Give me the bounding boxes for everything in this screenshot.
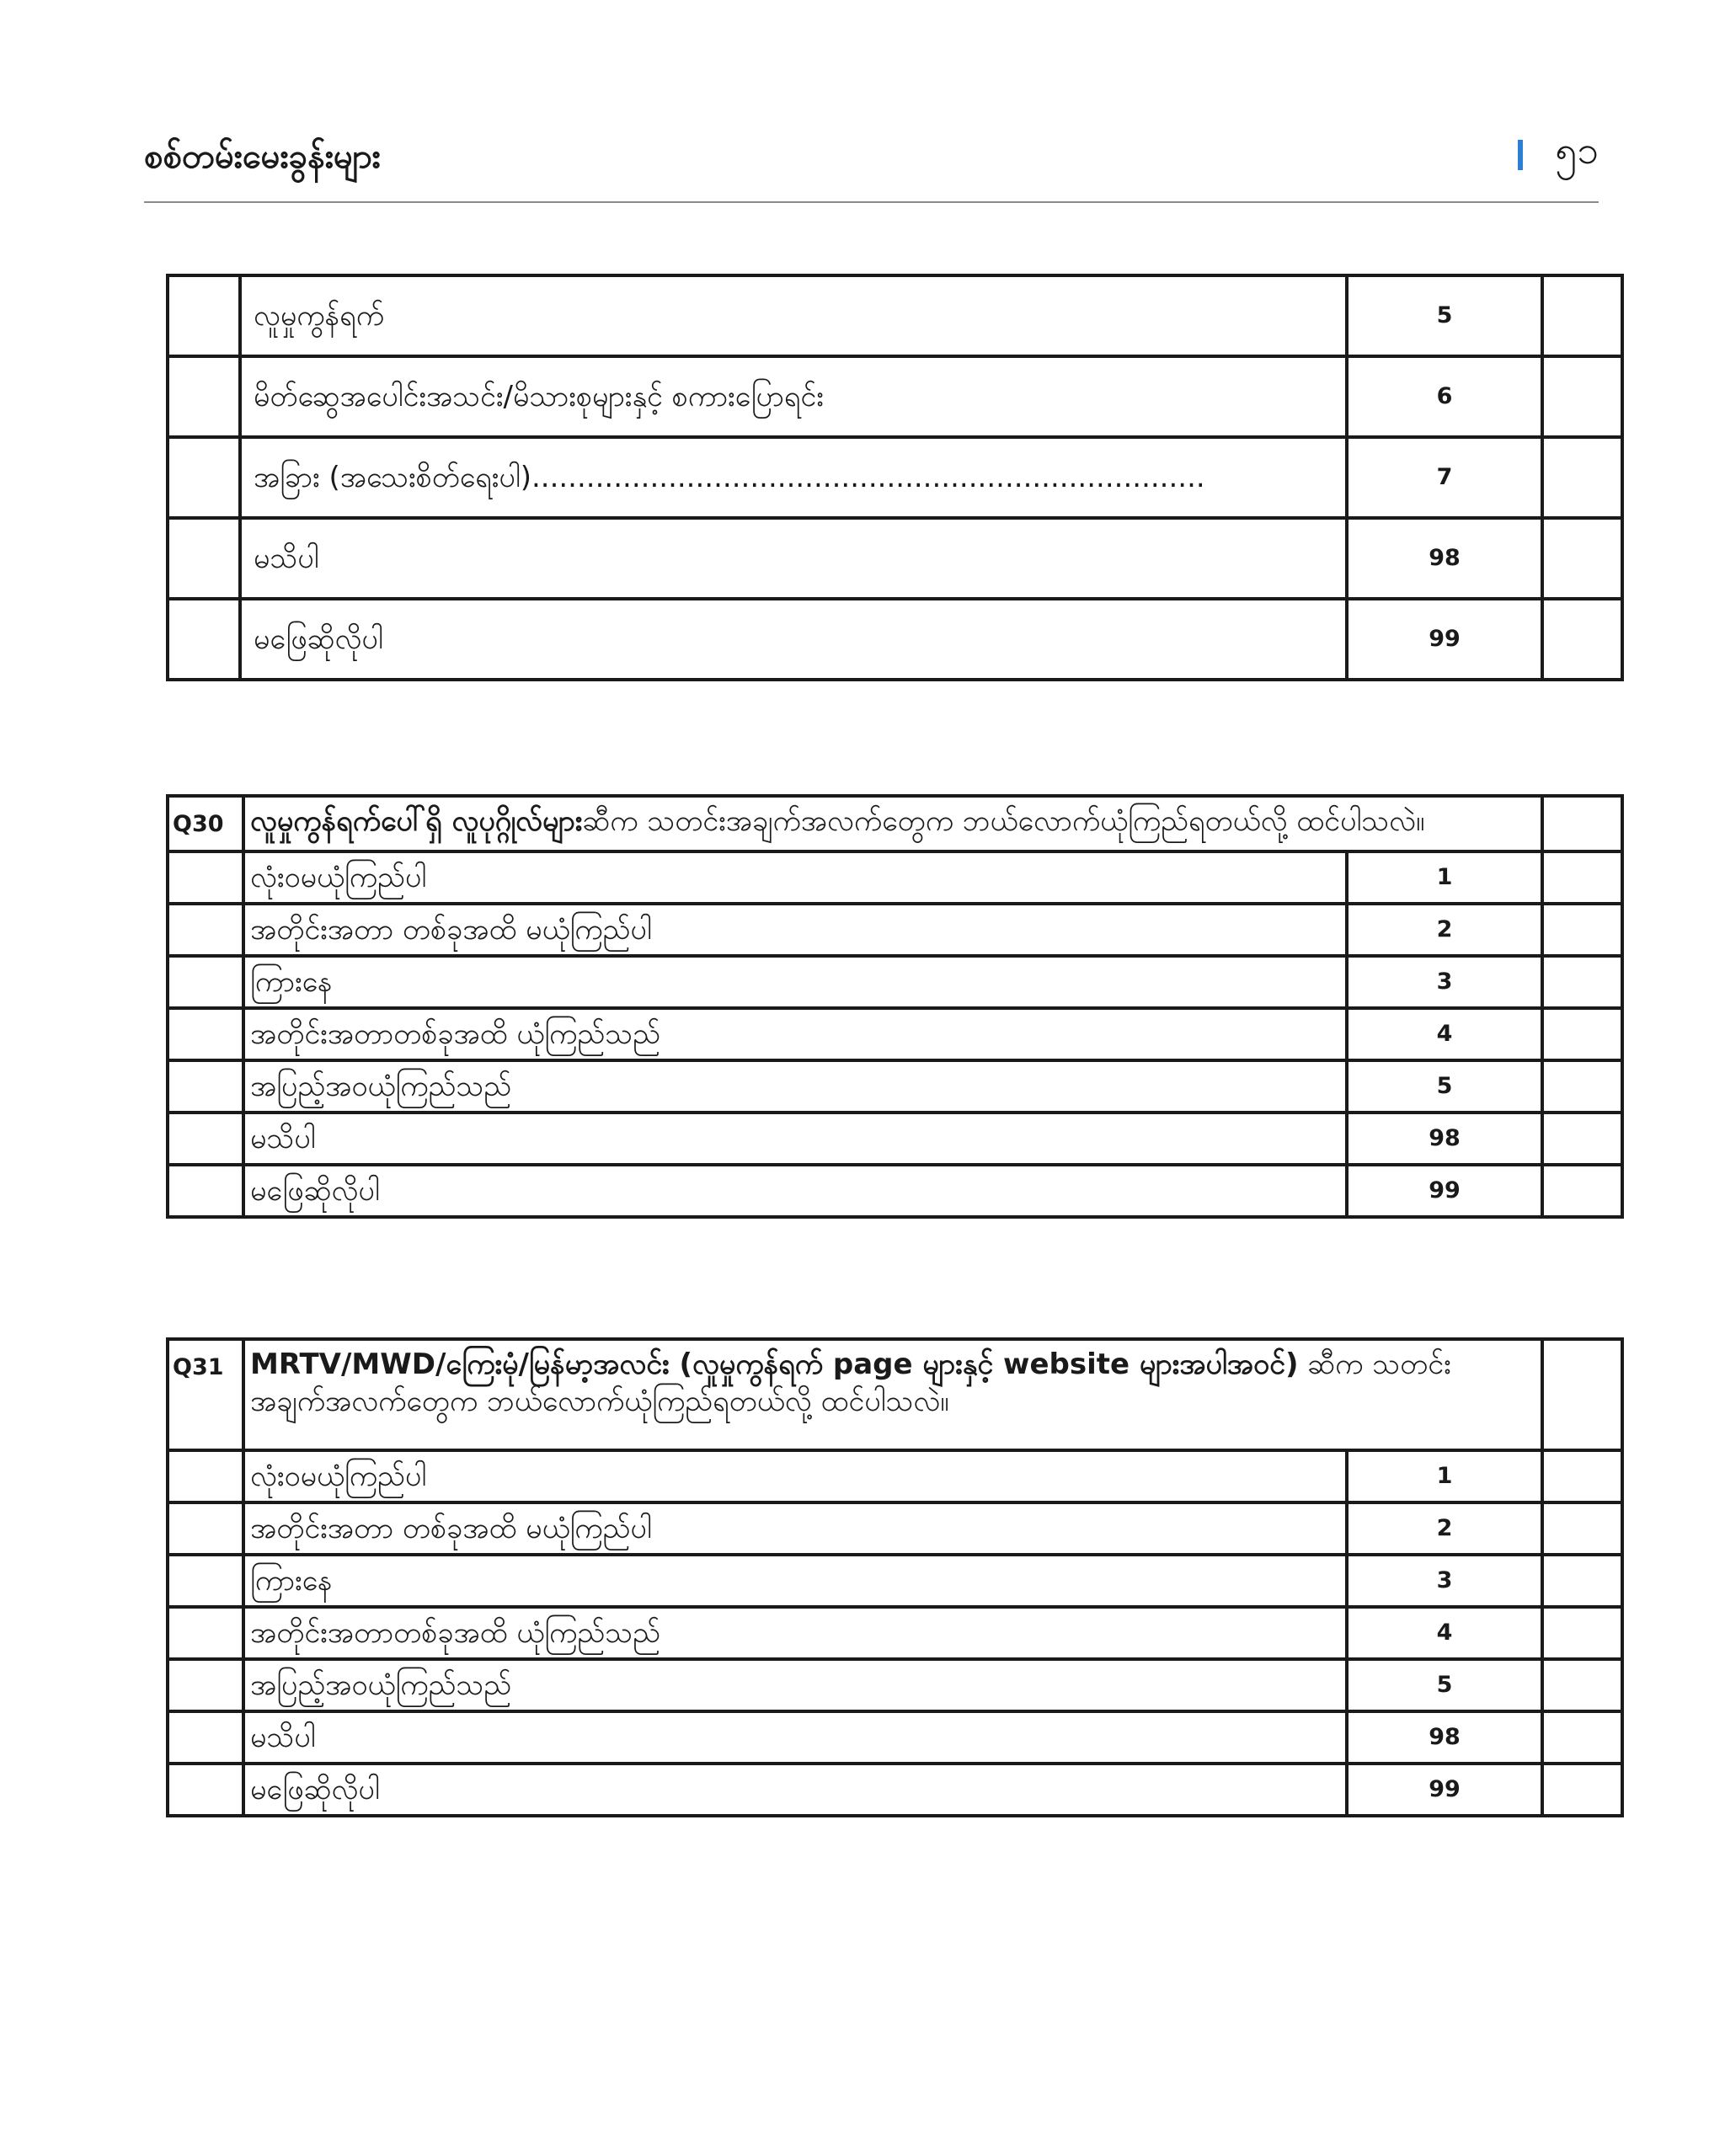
question-row [168, 1339, 1622, 1450]
empty-cell [168, 1008, 243, 1060]
answer-cell[interactable] [1542, 1659, 1622, 1711]
table-row [168, 1764, 1622, 1816]
option-code: 99 [1347, 599, 1542, 680]
question-text-rest: ဆီက သတင်းအချက်အလက်တွေက ဘယ်လောက်ယုံကြည်ရတယ်လို့ ထင်ပါသလဲ။ [250, 1348, 1451, 1418]
option-label: အပြည့်အဝယုံကြည်သည် [243, 1060, 1347, 1113]
answer-cell[interactable] [1542, 599, 1622, 680]
option-label: လုံးဝမယုံကြည်ပါ [243, 851, 1347, 904]
empty-cell [168, 1555, 243, 1607]
answer-cell[interactable] [1542, 356, 1622, 437]
option-label: လူမှုကွန်ရက် [240, 275, 1347, 356]
option-code: 4 [1347, 1008, 1542, 1060]
answer-cell[interactable] [1542, 1339, 1622, 1450]
question-text [243, 796, 1542, 851]
empty-cell [168, 956, 243, 1008]
option-code: 5 [1347, 1060, 1542, 1113]
question-row [168, 796, 1622, 851]
question-table-q30 [166, 794, 1624, 1219]
option-code: 98 [1347, 1113, 1542, 1165]
option-label: လုံးဝမယုံကြည်ပါ [243, 1450, 1347, 1502]
answer-cell[interactable] [1542, 1764, 1622, 1816]
table-row [168, 275, 1622, 356]
option-label: မသိပါ [243, 1711, 1347, 1764]
option-code: 99 [1347, 1764, 1542, 1816]
option-label: မသိပါ [243, 1113, 1347, 1165]
answer-cell[interactable] [1542, 851, 1622, 904]
answer-cell[interactable] [1542, 275, 1622, 356]
answer-cell[interactable] [1542, 956, 1622, 1008]
table-row [168, 851, 1622, 904]
table-row [168, 1711, 1622, 1764]
table-row [168, 599, 1622, 680]
answer-cell[interactable] [1542, 904, 1622, 956]
option-code: 98 [1347, 1711, 1542, 1764]
option-label: အပြည့်အဝယုံကြည်သည် [243, 1659, 1347, 1711]
answer-cell[interactable] [1542, 796, 1622, 851]
answer-cell[interactable] [1542, 1008, 1622, 1060]
answer-cell[interactable] [1542, 1711, 1622, 1764]
answer-cell[interactable] [1542, 1607, 1622, 1659]
option-code: 5 [1347, 275, 1542, 356]
empty-cell [168, 1659, 243, 1711]
table-row [168, 518, 1622, 599]
empty-cell [168, 518, 240, 599]
question-id: Q30 [168, 796, 243, 851]
option-label: မိတ်ဆွေအပေါင်းအသင်း/မိသားစုများနှင့် စကားပြောရင်း [240, 356, 1347, 437]
table-row [168, 356, 1622, 437]
table-row [168, 1165, 1622, 1217]
page-number-accent-bar [1518, 140, 1523, 170]
table-row [168, 1607, 1622, 1659]
empty-cell [168, 1113, 243, 1165]
empty-cell [168, 1165, 243, 1217]
option-code: 2 [1347, 904, 1542, 956]
option-label: မဖြေဆိုလိုပါ [240, 599, 1347, 680]
question-text-bold: လူမှုကွန်ရက်ပေါ်ရှိ လူပုဂ္ဂိုလ်များ [250, 804, 583, 838]
empty-cell [168, 1502, 243, 1555]
option-label: မသိပါ [240, 518, 1347, 599]
empty-cell [168, 437, 240, 518]
page-number-block [1518, 126, 1599, 183]
option-label: အတိုင်းအတာတစ်ခုအထိ ယုံကြည်သည် [243, 1607, 1347, 1659]
empty-cell [168, 356, 240, 437]
empty-cell [168, 599, 240, 680]
answer-cell[interactable] [1542, 1555, 1622, 1607]
answer-cell[interactable] [1542, 437, 1622, 518]
table-row [168, 1113, 1622, 1165]
option-label: အတိုင်းအတာ တစ်ခုအထိ မယုံကြည်ပါ [243, 1502, 1347, 1555]
page-number: ၅၁ [1555, 127, 1599, 173]
answer-cell[interactable] [1542, 1165, 1622, 1217]
table-row [168, 1555, 1622, 1607]
option-code: 5 [1347, 1659, 1542, 1711]
table-row [168, 956, 1622, 1008]
option-code: 1 [1347, 851, 1542, 904]
table-row [168, 1060, 1622, 1113]
table-row [168, 1008, 1622, 1060]
option-code: 1 [1347, 1450, 1542, 1502]
header-divider [144, 201, 1599, 203]
option-label: ကြားနေ [243, 1555, 1347, 1607]
empty-cell [168, 275, 240, 356]
table-row [168, 437, 1622, 518]
table-row [168, 1502, 1622, 1555]
question-text-rest: ဆီက သတင်းအချက်အလက်တွေက ဘယ်လောက်ယုံကြည်ရတယ်လို့ ထင်ပါသလဲ။ [582, 804, 1425, 838]
option-code: 7 [1347, 437, 1542, 518]
empty-cell [168, 1764, 243, 1816]
option-label: မဖြေဆိုလိုပါ [243, 1165, 1347, 1217]
empty-cell [168, 1450, 243, 1502]
option-code: 2 [1347, 1502, 1542, 1555]
empty-cell [168, 851, 243, 904]
option-code: 3 [1347, 1555, 1542, 1607]
option-code: 3 [1347, 956, 1542, 1008]
option-label: အတိုင်းအတာ တစ်ခုအထိ မယုံကြည်ပါ [243, 904, 1347, 956]
question-text [243, 1339, 1542, 1450]
option-code: 4 [1347, 1607, 1542, 1659]
option-label: အတိုင်းအတာတစ်ခုအထိ ယုံကြည်သည် [243, 1008, 1347, 1060]
empty-cell [168, 1711, 243, 1764]
option-code: 6 [1347, 356, 1542, 437]
question-id: Q31 [168, 1339, 243, 1450]
option-label: အခြား (အသေးစိတ်ရေးပါ).......................................................................... [240, 437, 1347, 518]
empty-cell [168, 1060, 243, 1113]
empty-cell [168, 904, 243, 956]
option-code: 98 [1347, 518, 1542, 599]
answer-cell[interactable] [1542, 1502, 1622, 1555]
table-row [168, 904, 1622, 956]
question-text-bold: MRTV/MWD/ကြေးမုံ/မြန်မာ့အလင်း (လူမှုကွန်ရက် page များနှင့် website များအပါအဝင်) [250, 1348, 1299, 1381]
page-header-title: စစ်တမ်းမေးခွန်းများ [144, 137, 381, 176]
question-table-q31 [166, 1337, 1624, 1817]
answer-cell[interactable] [1542, 1060, 1622, 1113]
answer-cell[interactable] [1542, 518, 1622, 599]
option-label: ကြားနေ [243, 956, 1347, 1008]
option-label: မဖြေဆိုလိုပါ [243, 1764, 1347, 1816]
answer-cell[interactable] [1542, 1113, 1622, 1165]
table-row [168, 1659, 1622, 1711]
table-row [168, 1450, 1622, 1502]
empty-cell [168, 1607, 243, 1659]
option-code: 99 [1347, 1165, 1542, 1217]
question-table-continued [166, 274, 1624, 681]
answer-cell[interactable] [1542, 1450, 1622, 1502]
page-header [144, 126, 1599, 202]
